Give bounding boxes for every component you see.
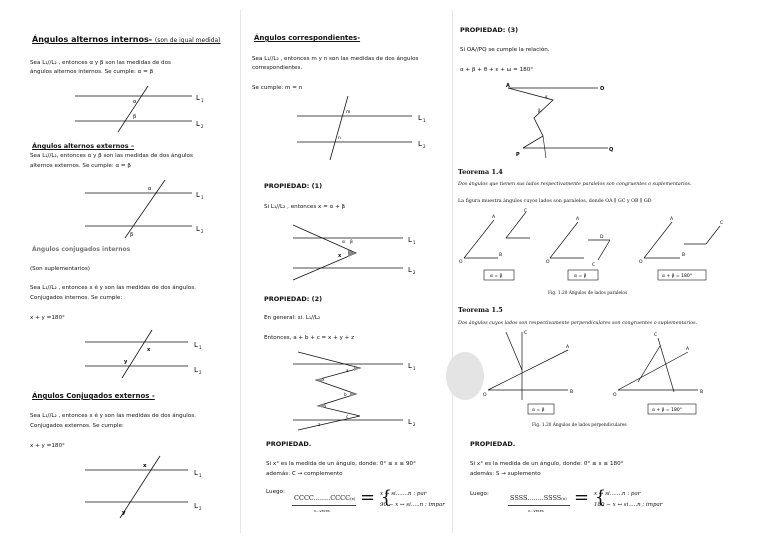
svg-text:O: O <box>639 260 643 265</box>
svg-text:L: L <box>196 94 200 102</box>
svg-text:1: 1 <box>423 118 426 123</box>
equals-brace: = { <box>360 487 393 508</box>
theorem-1-5-title: Teorema 1.5 <box>458 306 503 314</box>
svg-text:A: A <box>566 345 570 350</box>
svg-text:C: C <box>524 331 528 336</box>
svg-text:y: y <box>324 403 327 408</box>
svg-text:L: L <box>196 225 200 233</box>
svg-text:x: x <box>338 253 342 259</box>
formula-subscript: n...veces <box>314 509 330 513</box>
column-divider <box>452 10 453 533</box>
diagram-conjugados-internos <box>80 330 220 378</box>
svg-text:y: y <box>124 359 128 365</box>
equation: x + y =180° <box>30 443 65 449</box>
text-line: En general: si. L₁//L₂ <box>264 315 321 321</box>
case-odd: 90 − x ↔ si.....n : impar <box>380 502 445 508</box>
property-1-title: PROPIEDAD: (1) <box>264 182 323 190</box>
column-3 <box>458 0 758 543</box>
svg-text:y: y <box>122 510 126 516</box>
formula-numerator: CCCC........CCCC <box>294 494 351 502</box>
svg-text:A: A <box>492 215 496 220</box>
svg-text:α: α <box>148 186 152 192</box>
svg-text:L: L <box>408 266 412 274</box>
text-line: Conjugados externos. Se cumple: <box>30 423 124 429</box>
text-line: alternos externos. Se cumple: α = β <box>30 163 131 169</box>
svg-text:z: z <box>318 422 321 427</box>
svg-text:O: O <box>600 86 605 92</box>
formula-numerator: SSSS........SSSS <box>510 494 562 502</box>
svg-text:L: L <box>196 120 200 128</box>
column-divider <box>240 10 241 533</box>
diagram-conjugados-externos <box>80 456 220 520</box>
property-3-title: PROPIEDAD: (3) <box>460 26 519 34</box>
svg-text:2: 2 <box>201 229 204 234</box>
diagram-teorema-1-4 <box>458 210 758 300</box>
text-line: Sea L₁//L₂ , entonces x é y son las medidas de dos ángulos. <box>30 413 196 419</box>
text-line: Se cumple: m = n <box>252 85 303 91</box>
svg-text:C: C <box>720 221 724 226</box>
case-even: x ↔ si.......n : par <box>380 491 427 497</box>
theorem-1-5-text: Dos ángulos cuyos lados son respectivamente perpendiculares son congruentes o suplementarios. <box>458 321 698 326</box>
equation: α + β + θ + ε + ω = 180° <box>460 67 534 73</box>
svg-text:L: L <box>418 114 422 122</box>
svg-text:β: β <box>133 114 137 120</box>
box-label: α = β <box>532 408 545 413</box>
figure-caption: Fig. 1.20 Ángulos de lados paralelos <box>548 291 628 296</box>
svg-text:2: 2 <box>201 124 204 129</box>
box-label: α = β <box>574 274 587 279</box>
figure-description: La figura muestra ángulos cuyos lados son paralelos, donde OA ∥ GC y OB ∥ GD <box>458 199 652 204</box>
case-odd: 180 − x ↔ si.....n : impar <box>594 502 663 508</box>
text-line: Luego: <box>266 489 285 495</box>
svg-text:2: 2 <box>199 506 202 511</box>
svg-text:B: B <box>682 253 686 258</box>
svg-text:L: L <box>408 236 412 244</box>
svg-text:1: 1 <box>199 345 202 350</box>
svg-text:2: 2 <box>413 422 416 427</box>
formula-complement: CCCC........CCCC(x) <box>294 494 356 502</box>
text-line: Sea L₁//L₂ , entonces α y β son las medidas de dos <box>30 60 171 66</box>
diagram-propiedad-2 <box>288 350 448 432</box>
property-4-title: PROPIEDAD. <box>470 440 516 448</box>
svg-text:O: O <box>546 260 550 265</box>
box-label: α = β <box>490 274 503 279</box>
svg-text:L: L <box>194 502 198 510</box>
svg-text:O: O <box>459 260 463 265</box>
svg-text:C: C <box>592 263 596 268</box>
diagram-teorema-1-5 <box>478 330 748 420</box>
svg-text:P: P <box>516 152 520 158</box>
case-even: x ↔ si.......n : par <box>594 491 641 497</box>
svg-text:B: B <box>499 253 503 258</box>
column-1 <box>30 0 230 543</box>
svg-text:α: α <box>342 240 345 245</box>
svg-text:x: x <box>147 347 151 353</box>
theorem-1-4-text: Dos ángulos que tienen sus lados respectivamente paralelos son congruentes o suplementarios. <box>458 182 692 187</box>
text-line: Sea L₁//L₂, entonces α y β son las medidas de dos ángulos <box>30 153 193 159</box>
text-line: además: S → suplemento <box>470 471 541 477</box>
svg-text:2: 2 <box>423 144 426 149</box>
svg-text:D: D <box>600 235 604 240</box>
diagram-propiedad-1 <box>288 220 448 280</box>
svg-text:β: β <box>130 232 134 238</box>
svg-text:1: 1 <box>201 195 204 200</box>
theorem-1-4-title: Teorema 1.4 <box>458 168 503 176</box>
diagram-correspondientes <box>292 96 442 160</box>
svg-text:B: B <box>700 390 704 395</box>
diagram-alternos-internos <box>70 86 220 134</box>
svg-text:L: L <box>194 341 198 349</box>
box-label: α + β = 180° <box>652 408 682 413</box>
svg-text:L: L <box>196 191 200 199</box>
svg-text:x: x <box>143 463 147 469</box>
text-line: Sea L₁//L₂ , entonces x é y son las medidas de dos ángulos. <box>30 285 196 291</box>
svg-text:m: m <box>346 110 351 115</box>
text-line: Si L₁//L₂ , entonces x = α + β <box>264 204 346 210</box>
svg-text:B: B <box>570 390 574 395</box>
svg-text:a: a <box>346 368 349 373</box>
svg-text:O: O <box>483 393 487 398</box>
formula-subscript: n...veces <box>528 509 544 513</box>
text-line: correspondientes. <box>252 65 303 71</box>
svg-text:C: C <box>654 333 658 338</box>
svg-text:b: b <box>344 392 347 397</box>
svg-text:1: 1 <box>199 473 202 478</box>
svg-text:α: α <box>133 99 137 105</box>
text-line: Si x° es la medida de un ángulo, donde: 0° ≤ x ≤ 180° <box>470 461 624 467</box>
formula-supplement: SSSS........SSSS(x) <box>510 494 567 502</box>
svg-text:x: x <box>322 377 325 382</box>
equation: x + y =180° <box>30 315 65 321</box>
text-line: Luego: <box>470 491 489 497</box>
svg-text:L: L <box>408 362 412 370</box>
svg-text:C: C <box>524 209 528 214</box>
svg-text:2: 2 <box>413 270 416 275</box>
svg-text:β: β <box>538 108 541 113</box>
text-line: Si OA//PQ se cumple la relación. <box>460 47 550 53</box>
figure-caption: Fig. 1.20 Ángulos de lados perpendiculares <box>532 423 627 428</box>
text-line: Si x° es la medida de un ángulo, donde: 0° ≤ x ≤ 90° <box>266 461 416 467</box>
text-line: Sea L₁//L₂ , entonces m y n son las medidas de dos ángulos <box>252 56 419 62</box>
diagram-alternos-externos <box>80 180 220 238</box>
svg-text:Q: Q <box>609 147 614 153</box>
svg-text:A: A <box>686 347 690 352</box>
property-2-title: PROPIEDAD: (2) <box>264 295 323 303</box>
section-title-conjugados-internos: Ángulos conjugados internos <box>32 246 131 253</box>
svg-text:2: 2 <box>199 370 202 375</box>
formula-brace <box>292 505 356 506</box>
svg-text:L: L <box>194 366 198 374</box>
section-title-correspondientes: Ángulos correspondientes- <box>254 34 361 42</box>
svg-text:L: L <box>194 469 198 477</box>
text-line: además: C → complemento <box>266 471 343 477</box>
svg-text:A: A <box>670 217 674 222</box>
text-line: ángulos alternos internos. Se cumple: α = β <box>30 69 154 75</box>
text-line: Conjugados internos. Se cumple: <box>30 295 123 301</box>
svg-text:n: n <box>338 136 341 141</box>
svg-text:A: A <box>506 83 510 89</box>
section-title-alternos-internos: Ángulos alternos internos- (son de igual medida) <box>32 35 221 44</box>
svg-text:L: L <box>418 140 422 148</box>
svg-text:1: 1 <box>413 240 416 245</box>
section-title-conjugados-externos: Ángulos Conjugados externos - <box>32 392 155 400</box>
svg-text:1: 1 <box>201 98 204 103</box>
diagram-propiedad-3 <box>498 78 648 158</box>
equals-brace: = { <box>574 487 607 508</box>
svg-text:L: L <box>408 418 412 426</box>
svg-text:c: c <box>346 414 349 419</box>
svg-text:O: O <box>613 393 617 398</box>
section-title-alternos-externos: Ángulos alternos externos – <box>32 142 135 150</box>
svg-text:1: 1 <box>413 366 416 371</box>
svg-text:A: A <box>576 217 580 222</box>
svg-text:β: β <box>350 240 353 245</box>
formula-brace <box>508 505 570 506</box>
box-label: α + β = 180° <box>662 274 692 279</box>
svg-text:α: α <box>545 94 548 99</box>
property-3-title: PROPIEDAD. <box>266 440 312 448</box>
column-2 <box>252 0 452 543</box>
text-line: (Son suplementarios) <box>30 266 90 272</box>
text-line: Entonces, a + b + c = x + y + z <box>264 335 355 341</box>
